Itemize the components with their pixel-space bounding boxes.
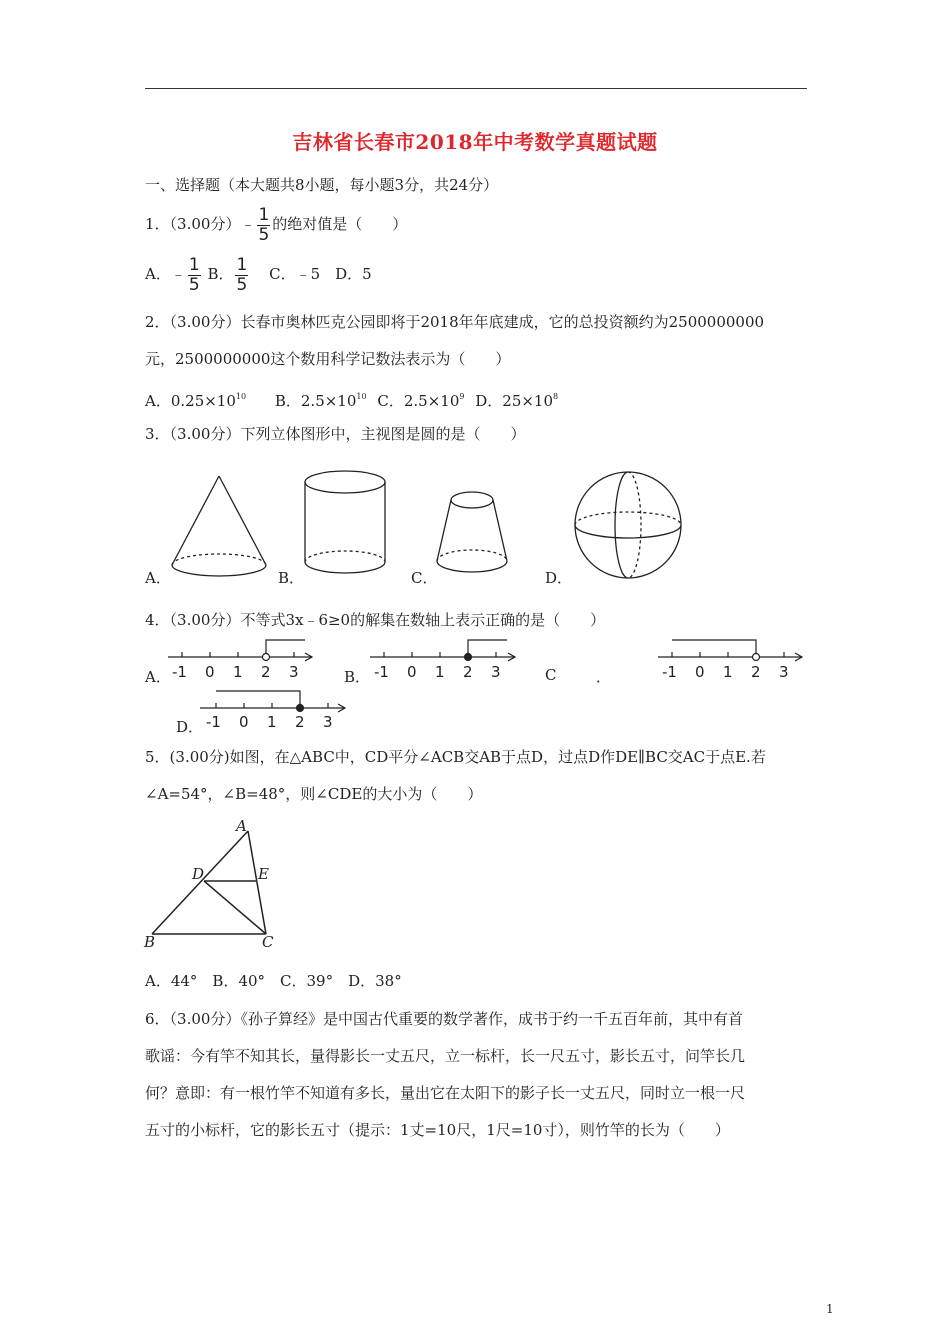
q2-option-c: C．2.5×10 [377, 392, 460, 410]
q2-options: A．$0.25\times 10^{10}$ B．$2.5\times 10^{10}$ C．$2.5\times 10^9$ D．$25\times 10^8$ [145, 392, 559, 410]
q5-line-1: 5．(3.00分)如图，在△ABC中，CD平分∠ACB交AB于点D，过点D作DE∥BC交AC于点E.若 [145, 748, 766, 766]
header-rule [145, 88, 807, 89]
q4-label-d: D． [176, 718, 204, 736]
q6-line-1: 6．（3.00分）《孙子算经》是中国古代重要的数学著作，成书于约一千五百年前，其中有首 [145, 1010, 743, 1028]
svg-text:3: 3 [491, 663, 501, 681]
svg-text:0: 0 [239, 713, 249, 731]
svg-text:-1: -1 [206, 713, 221, 731]
q4-label-a: A． [145, 668, 171, 686]
q3-solids [0, 460, 950, 590]
q1-prefix: 1．（3.00分）﹣ [145, 215, 256, 233]
q4-label-c: C [545, 666, 557, 684]
page-number: 1 [826, 1302, 834, 1316]
frustum-figure [437, 492, 507, 572]
q1-option-b: B． [207, 265, 234, 283]
svg-text:3: 3 [323, 713, 333, 731]
q1-fraction: $\frac{1}{5}$ [258, 204, 270, 245]
q3-text: 3．（3.00分）下列立体图形中，主视图是圆的是（ ） [145, 425, 526, 443]
sphere-figure [575, 472, 681, 578]
q3-label-a: A． [145, 569, 171, 587]
svg-text:3: 3 [779, 663, 789, 681]
cone-figure [172, 476, 266, 576]
q4-label-b: B． [344, 668, 371, 686]
question-1 [145, 205, 407, 245]
svg-text:2: 2 [261, 663, 271, 681]
q4-number-lines [0, 630, 950, 740]
section-heading: 一、选择题（本大题共8小题，每小题3分，共24分） [145, 176, 499, 194]
svg-text:1: 1 [723, 663, 733, 681]
q6-line-4: 五寸的小标杆，它的影长五寸（提示：1丈=10尺，1尺=10寸），则竹竿的长为（ ） [145, 1121, 730, 1139]
point-c-label: C [262, 933, 274, 951]
svg-text:2: 2 [751, 663, 761, 681]
q1-option-a-fraction: $\frac{1}{5}$ [188, 254, 200, 295]
q1-suffix: 的绝对值是（ ） [272, 215, 408, 233]
svg-text:0: 0 [695, 663, 705, 681]
svg-text:0: 0 [407, 663, 417, 681]
q1-option-a: A．﹣ [145, 265, 186, 283]
svg-text:-1: -1 [374, 663, 389, 681]
q2-option-b: B．2.5×10 [274, 392, 357, 410]
svg-text:3: 3 [289, 663, 299, 681]
q2-line-1: 2．（3.00分）长春市奥林匹克公园即将于2018年年底建成，它的总投资额约为2500000000 [145, 313, 765, 331]
number-line-a [168, 640, 312, 681]
q1-option-cd: C．﹣5 D．5 [269, 265, 372, 283]
q5-line-2: ∠A=54°，∠B=48°，则∠CDE的大小为（ ） [145, 785, 483, 803]
q6-line-3: 何？意即：有一根竹竿不知道有多长，量出它在太阳下的影子长一丈五尺，同时立一根一尺 [145, 1084, 746, 1102]
svg-text:-1: -1 [172, 663, 187, 681]
svg-text:1: 1 [435, 663, 445, 681]
point-b-label: B [144, 933, 156, 951]
svg-text:1: 1 [233, 663, 243, 681]
number-line-d [200, 691, 345, 731]
q2-line-2: 元，2500000000这个数用科学记数法表示为（ ） [145, 350, 511, 368]
q4-label-c-dot: ． [596, 668, 612, 686]
point-e-label: E [258, 865, 269, 883]
point-d-label: D [192, 865, 205, 883]
point-a-label: A [236, 817, 247, 835]
page-title: 吉林省长春市2018年中考数学真题试题 [292, 130, 658, 154]
number-line-b [370, 640, 515, 681]
q2-option-d: D．25×10 [475, 392, 554, 410]
q6-line-2: 歌谣：今有竿不知其长，量得影长一丈五尺，立一标杆，长一尺五寸，影长五寸，问竿长几 [145, 1047, 746, 1065]
q5-triangle-figure [140, 815, 300, 955]
q1-options [145, 255, 372, 295]
number-line-c [658, 640, 802, 681]
svg-text:0: 0 [205, 663, 215, 681]
svg-text:1: 1 [267, 713, 277, 731]
svg-text:2: 2 [295, 713, 305, 731]
svg-text:2: 2 [463, 663, 473, 681]
q5-options: A．44° B．40° C．39° D．38° [145, 972, 402, 990]
q2-option-a: A．0.25×10 [145, 392, 236, 410]
q3-label-c: C． [411, 569, 438, 587]
q3-label-b: B． [278, 569, 305, 587]
cylinder-figure [305, 471, 385, 573]
q1-option-b-fraction: $\frac{1}{5}$ [236, 254, 248, 295]
q4-text: 4．（3.00分）不等式3x﹣6≥0的解集在数轴上表示正确的是（ ） [145, 611, 606, 629]
svg-text:-1: -1 [662, 663, 677, 681]
q3-label-d: D． [545, 569, 573, 587]
